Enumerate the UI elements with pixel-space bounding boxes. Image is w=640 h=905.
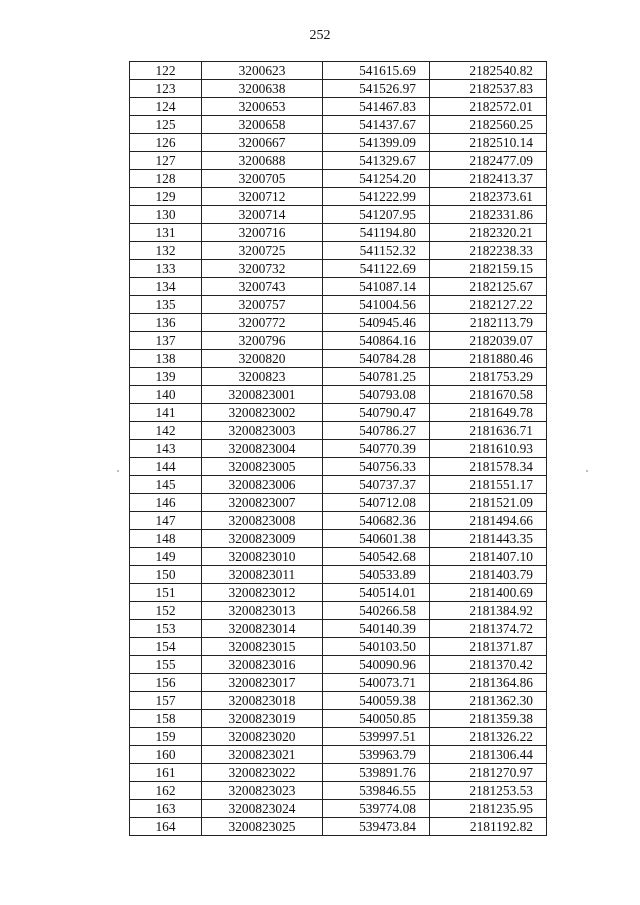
point-number-cell: 146 [130,494,202,512]
point-number-cell: 139 [130,368,202,386]
point-number-cell: 153 [130,620,202,638]
x-coordinate-cell: 539997.51 [323,728,430,746]
x-coordinate-cell: 540542.68 [323,548,430,566]
table-row [130,260,547,278]
point-number-cell: 138 [130,350,202,368]
point-id-cell: 3200823007 [202,494,323,512]
y-coordinate-cell: 2182537.83 [430,80,547,98]
y-coordinate-cell: 2181578.34 [430,458,547,476]
table-row [130,764,547,782]
x-coordinate-cell: 540793.08 [323,386,430,404]
point-number-cell: 161 [130,764,202,782]
point-id-cell: 3200716 [202,224,323,242]
y-coordinate-cell: 2182540.82 [430,62,547,80]
y-coordinate-cell: 2182238.33 [430,242,547,260]
y-coordinate-cell: 2182159.15 [430,260,547,278]
point-number-cell: 157 [130,692,202,710]
x-coordinate-cell: 540945.46 [323,314,430,332]
y-coordinate-cell: 2181753.29 [430,368,547,386]
table-row [130,386,547,404]
point-number-cell: 130 [130,206,202,224]
table-row [130,206,547,224]
table-row [130,350,547,368]
page-number: 252 [309,28,331,43]
y-coordinate-cell: 2181494.66 [430,512,547,530]
table-row [130,116,547,134]
table-row [130,494,547,512]
coordinates-table-body [130,62,547,836]
point-id-cell: 3200667 [202,134,323,152]
point-id-cell: 3200823 [202,368,323,386]
point-number-cell: 148 [130,530,202,548]
y-coordinate-cell: 2181235.95 [430,800,547,818]
y-coordinate-cell: 2182510.14 [430,134,547,152]
y-coordinate-cell: 2181649.78 [430,404,547,422]
y-coordinate-cell: 2181407.10 [430,548,547,566]
x-coordinate-cell: 541087.14 [323,278,430,296]
table-row [130,728,547,746]
x-coordinate-cell: 540770.39 [323,440,430,458]
table-row [130,242,547,260]
y-coordinate-cell: 2181670.58 [430,386,547,404]
x-coordinate-cell: 540533.89 [323,566,430,584]
y-coordinate-cell: 2181364.86 [430,674,547,692]
right-margin-mark [586,470,588,472]
x-coordinate-cell: 540864.16 [323,332,430,350]
point-id-cell: 3200725 [202,242,323,260]
x-coordinate-cell: 540712.08 [323,494,430,512]
y-coordinate-cell: 2182331.86 [430,206,547,224]
point-id-cell: 3200823011 [202,566,323,584]
point-id-cell: 3200823023 [202,782,323,800]
point-number-cell: 160 [130,746,202,764]
point-number-cell: 131 [130,224,202,242]
x-coordinate-cell: 539473.84 [323,818,430,836]
table-row [130,440,547,458]
x-coordinate-cell: 540514.01 [323,584,430,602]
x-coordinate-cell: 541615.69 [323,62,430,80]
x-coordinate-cell: 540682.36 [323,512,430,530]
x-coordinate-cell: 541526.97 [323,80,430,98]
point-id-cell: 3200732 [202,260,323,278]
x-coordinate-cell: 539774.08 [323,800,430,818]
x-coordinate-cell: 540059.38 [323,692,430,710]
table-row [130,368,547,386]
point-number-cell: 140 [130,386,202,404]
x-coordinate-cell: 539846.55 [323,782,430,800]
y-coordinate-cell: 2181636.71 [430,422,547,440]
point-number-cell: 154 [130,638,202,656]
table-row [130,638,547,656]
y-coordinate-cell: 2182127.22 [430,296,547,314]
y-coordinate-cell: 2181362.30 [430,692,547,710]
point-id-cell: 3200772 [202,314,323,332]
table-row [130,404,547,422]
x-coordinate-cell: 540781.25 [323,368,430,386]
point-number-cell: 125 [130,116,202,134]
table-row [130,656,547,674]
table-row [130,566,547,584]
point-id-cell: 3200757 [202,296,323,314]
y-coordinate-cell: 2182572.01 [430,98,547,116]
point-id-cell: 3200712 [202,188,323,206]
x-coordinate-cell: 539963.79 [323,746,430,764]
point-id-cell: 3200823002 [202,404,323,422]
table-row [130,584,547,602]
point-number-cell: 152 [130,602,202,620]
x-coordinate-cell: 541152.32 [323,242,430,260]
table-row [130,620,547,638]
point-id-cell: 3200823014 [202,620,323,638]
x-coordinate-cell: 541194.80 [323,224,430,242]
x-coordinate-cell: 540601.38 [323,530,430,548]
point-id-cell: 3200823005 [202,458,323,476]
y-coordinate-cell: 2181270.97 [430,764,547,782]
point-id-cell: 3200823024 [202,800,323,818]
point-id-cell: 3200823010 [202,548,323,566]
point-number-cell: 162 [130,782,202,800]
point-id-cell: 3200823012 [202,584,323,602]
y-coordinate-cell: 2181370.42 [430,656,547,674]
point-id-cell: 3200823009 [202,530,323,548]
left-margin-mark [117,470,119,472]
point-id-cell: 3200823004 [202,440,323,458]
point-number-cell: 159 [130,728,202,746]
point-number-cell: 122 [130,62,202,80]
x-coordinate-cell: 541122.69 [323,260,430,278]
x-coordinate-cell: 541222.99 [323,188,430,206]
point-number-cell: 134 [130,278,202,296]
y-coordinate-cell: 2181326.22 [430,728,547,746]
y-coordinate-cell: 2181359.38 [430,710,547,728]
y-coordinate-cell: 2181610.93 [430,440,547,458]
table-row [130,98,547,116]
y-coordinate-cell: 2181521.09 [430,494,547,512]
table-row [130,602,547,620]
table-row [130,818,547,836]
point-id-cell: 3200658 [202,116,323,134]
x-coordinate-cell: 540786.27 [323,422,430,440]
table-row [130,530,547,548]
point-id-cell: 3200823003 [202,422,323,440]
point-id-cell: 3200705 [202,170,323,188]
x-coordinate-cell: 540050.85 [323,710,430,728]
y-coordinate-cell: 2181443.35 [430,530,547,548]
table-row [130,152,547,170]
point-number-cell: 135 [130,296,202,314]
point-id-cell: 3200823020 [202,728,323,746]
table-row [130,782,547,800]
point-number-cell: 133 [130,260,202,278]
point-number-cell: 128 [130,170,202,188]
point-number-cell: 151 [130,584,202,602]
point-number-cell: 126 [130,134,202,152]
point-number-cell: 158 [130,710,202,728]
point-number-cell: 164 [130,818,202,836]
y-coordinate-cell: 2182477.09 [430,152,547,170]
point-number-cell: 143 [130,440,202,458]
point-id-cell: 3200623 [202,62,323,80]
table-row [130,746,547,764]
point-number-cell: 129 [130,188,202,206]
point-number-cell: 124 [130,98,202,116]
point-id-cell: 3200823018 [202,692,323,710]
point-id-cell: 3200823006 [202,476,323,494]
table-row [130,296,547,314]
table-row [130,422,547,440]
point-id-cell: 3200823008 [202,512,323,530]
table-row [130,188,547,206]
y-coordinate-cell: 2181880.46 [430,350,547,368]
point-id-cell: 3200823021 [202,746,323,764]
x-coordinate-cell: 540756.33 [323,458,430,476]
y-coordinate-cell: 2182113.79 [430,314,547,332]
point-number-cell: 137 [130,332,202,350]
point-number-cell: 136 [130,314,202,332]
point-id-cell: 3200823013 [202,602,323,620]
point-id-cell: 3200823016 [202,656,323,674]
point-id-cell: 3200653 [202,98,323,116]
table-row [130,62,547,80]
y-coordinate-cell: 2182413.37 [430,170,547,188]
point-id-cell: 3200823019 [202,710,323,728]
point-id-cell: 3200823001 [202,386,323,404]
point-id-cell: 3200688 [202,152,323,170]
x-coordinate-cell: 540790.47 [323,404,430,422]
point-number-cell: 147 [130,512,202,530]
x-coordinate-cell: 540737.37 [323,476,430,494]
x-coordinate-cell: 541004.56 [323,296,430,314]
point-id-cell: 3200743 [202,278,323,296]
x-coordinate-cell: 540103.50 [323,638,430,656]
y-coordinate-cell: 2181384.92 [430,602,547,620]
point-number-cell: 150 [130,566,202,584]
table-row [130,458,547,476]
y-coordinate-cell: 2182320.21 [430,224,547,242]
point-number-cell: 145 [130,476,202,494]
x-coordinate-cell: 540266.58 [323,602,430,620]
point-id-cell: 3200714 [202,206,323,224]
table-row [130,512,547,530]
table-row [130,674,547,692]
table-row [130,476,547,494]
x-coordinate-cell: 540140.39 [323,620,430,638]
y-coordinate-cell: 2181306.44 [430,746,547,764]
x-coordinate-cell: 540784.28 [323,350,430,368]
x-coordinate-cell: 541329.67 [323,152,430,170]
y-coordinate-cell: 2181371.87 [430,638,547,656]
point-number-cell: 123 [130,80,202,98]
y-coordinate-cell: 2181374.72 [430,620,547,638]
point-number-cell: 141 [130,404,202,422]
point-id-cell: 3200820 [202,350,323,368]
x-coordinate-cell: 541399.09 [323,134,430,152]
coordinates-table [129,61,547,836]
y-coordinate-cell: 2182039.07 [430,332,547,350]
point-number-cell: 155 [130,656,202,674]
table-row [130,692,547,710]
x-coordinate-cell: 541207.95 [323,206,430,224]
table-row [130,314,547,332]
point-id-cell: 3200823025 [202,818,323,836]
point-number-cell: 127 [130,152,202,170]
table-row [130,80,547,98]
y-coordinate-cell: 2181253.53 [430,782,547,800]
y-coordinate-cell: 2181551.17 [430,476,547,494]
x-coordinate-cell: 541467.83 [323,98,430,116]
table-row [130,278,547,296]
point-id-cell: 3200823022 [202,764,323,782]
point-number-cell: 163 [130,800,202,818]
table-row [130,224,547,242]
point-id-cell: 3200823015 [202,638,323,656]
table-row [130,134,547,152]
x-coordinate-cell: 539891.76 [323,764,430,782]
table-row [130,800,547,818]
point-number-cell: 132 [130,242,202,260]
table-row [130,710,547,728]
point-id-cell: 3200638 [202,80,323,98]
y-coordinate-cell: 2182373.61 [430,188,547,206]
point-number-cell: 149 [130,548,202,566]
y-coordinate-cell: 2181403.79 [430,566,547,584]
y-coordinate-cell: 2181400.69 [430,584,547,602]
y-coordinate-cell: 2182125.67 [430,278,547,296]
x-coordinate-cell: 541437.67 [323,116,430,134]
point-number-cell: 142 [130,422,202,440]
x-coordinate-cell: 540090.96 [323,656,430,674]
point-number-cell: 156 [130,674,202,692]
x-coordinate-cell: 541254.20 [323,170,430,188]
table-row [130,332,547,350]
y-coordinate-cell: 2181192.82 [430,818,547,836]
y-coordinate-cell: 2182560.25 [430,116,547,134]
point-number-cell: 144 [130,458,202,476]
table-row [130,170,547,188]
point-id-cell: 3200823017 [202,674,323,692]
table-row [130,548,547,566]
point-id-cell: 3200796 [202,332,323,350]
x-coordinate-cell: 540073.71 [323,674,430,692]
